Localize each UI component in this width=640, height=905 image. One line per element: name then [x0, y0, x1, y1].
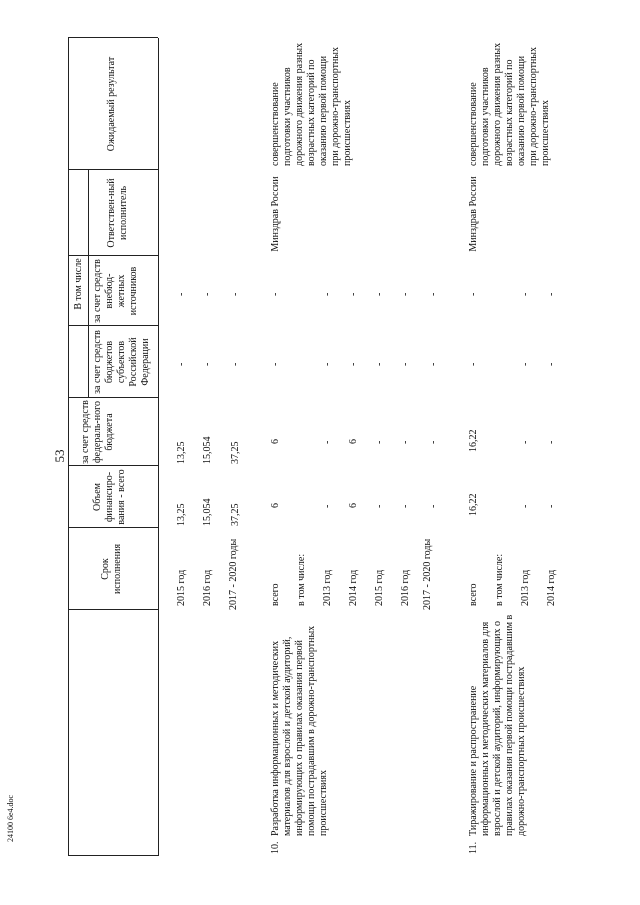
table-row-regional: -: [176, 362, 187, 366]
table-row-volume: 6: [270, 503, 281, 508]
table-row-federal: 15,054: [202, 436, 213, 464]
table-row-federal: -: [546, 440, 557, 444]
rotated-table: [66, 38, 640, 856]
table-row-term: 2017 - 2020 годы: [422, 538, 433, 610]
table-row-regional: -: [322, 362, 333, 366]
item-name: Разработка информационных и методических материалов для взрослой и детской аудиторий, информирующих о правилах оказания первой помощи пострадавшим в дорожно-транспортных происшествиях: [270, 625, 329, 836]
table-row-term: 2017 - 2020 годы: [228, 538, 239, 610]
header-result: Ожидаемый результат: [106, 56, 117, 152]
table-row-offbudget: -: [202, 292, 213, 296]
table-row-offbudget: -: [400, 292, 411, 296]
table-header-border: [158, 38, 159, 856]
including-divider: [88, 170, 89, 398]
table-row-regional: -: [270, 362, 281, 366]
table-row-regional: -: [374, 362, 385, 366]
table-row-term: 2014 год: [348, 569, 359, 606]
table-row-volume: 37,25: [230, 503, 241, 526]
table-row-offbudget: -: [176, 292, 187, 296]
table-row-federal: -: [520, 440, 531, 444]
table-row-term: 2013 год: [322, 569, 333, 606]
item-executor: Минздрав России: [270, 176, 281, 252]
header-including: В том числе: [73, 258, 84, 310]
table-row-federal: 13,25: [176, 441, 187, 464]
item-result: совершенствование подготовки участников дорожного движения разных возрастных категорий по оказанию первой помощи при дорожно-транспортных происшествиях: [468, 42, 551, 166]
table-row-offbudget: -: [520, 292, 531, 296]
table-row-federal: 6: [270, 439, 281, 444]
table-row-regional: -: [428, 362, 439, 366]
table-right-border: [68, 37, 158, 38]
table-row-volume: 6: [348, 503, 359, 508]
table-row-federal: -: [400, 440, 411, 444]
table-row-volume: -: [428, 504, 439, 508]
col-divider: [68, 527, 158, 528]
header-federal: за счет средств федераль-ного бюджета: [80, 400, 115, 464]
page-number: 53: [52, 449, 67, 463]
table-row-volume: 15,054: [202, 498, 213, 526]
table-row-volume: -: [546, 504, 557, 508]
table-row-volume: 16,22: [468, 493, 479, 516]
header-regional: за счет средств бюджетов субъектов Российской Федерации: [92, 330, 151, 394]
table-row-term: 2015 год: [176, 569, 187, 606]
table-row-regional: -: [546, 362, 557, 366]
table-row-offbudget: -: [468, 292, 479, 296]
table-row-term: в том числе:: [494, 553, 505, 606]
footer-filename: 24100 6e4.doc: [6, 794, 15, 842]
table-row-volume: -: [322, 504, 333, 508]
table-row-term: всего: [468, 583, 479, 606]
table-row-offbudget: -: [348, 292, 359, 296]
table-row-federal: 6: [348, 439, 359, 444]
header-term: Срок исполнения: [100, 543, 123, 595]
item-executor: Минздрав России: [468, 176, 479, 252]
table-row-term: 2015 год: [374, 569, 385, 606]
table-row-federal: 37,25: [230, 441, 241, 464]
table-row-federal: -: [374, 440, 385, 444]
table-row-regional: -: [400, 362, 411, 366]
table-row-federal: -: [428, 440, 439, 444]
table-row-offbudget: -: [270, 292, 281, 296]
table-row-federal: 16,22: [468, 429, 479, 452]
table-row-term: 2014 год: [546, 569, 557, 606]
table-row-regional: -: [202, 362, 213, 366]
table-row-offbudget: -: [322, 292, 333, 296]
table-row-regional: -: [348, 362, 359, 366]
table-row-offbudget: -: [374, 292, 385, 296]
table-row-term: всего: [270, 583, 281, 606]
col-divider: [68, 609, 158, 610]
table-row-volume: -: [400, 504, 411, 508]
item-number: 10.: [270, 841, 281, 854]
table-row-regional: -: [468, 362, 479, 366]
item-number: 11.: [468, 841, 479, 854]
header-executor: Ответствен-ный исполнитель: [106, 178, 129, 248]
table-left-border: [68, 855, 158, 856]
header-volume: Объем финансиро-вания - всего: [92, 469, 127, 525]
table-row-regional: -: [520, 362, 531, 366]
col-divider: [68, 465, 158, 466]
table-row-offbudget: -: [428, 292, 439, 296]
table-row-volume: 13,25: [176, 503, 187, 526]
table-row-offbudget: -: [230, 292, 241, 296]
table-row-term: 2016 год: [202, 569, 213, 606]
header-offbudget: за счет средств внебюд-жетных источников: [92, 259, 139, 323]
table-row-regional: -: [230, 362, 241, 366]
item-name: Тиражирование и распространение информационных и методических материалов для взрослой и детской аудиторий, информирующих о правилах оказания первой помощи пострадавшим в дорожно-транспортных происшествиях: [468, 614, 527, 836]
table-row-term: в том числе:: [296, 553, 307, 606]
table-row-offbudget: -: [546, 292, 557, 296]
table-row-volume: -: [374, 504, 385, 508]
item-result: совершенствование подготовки участников дорожного движения разных возрастных категорий по оказанию первой помощи при дорожно-транспортных происшествиях: [270, 42, 353, 166]
table-row-term: 2016 год: [400, 569, 411, 606]
table-row-term: 2013 год: [520, 569, 531, 606]
table-row-volume: -: [520, 504, 531, 508]
table-row-federal: -: [322, 440, 333, 444]
table-top-border: [68, 38, 69, 856]
